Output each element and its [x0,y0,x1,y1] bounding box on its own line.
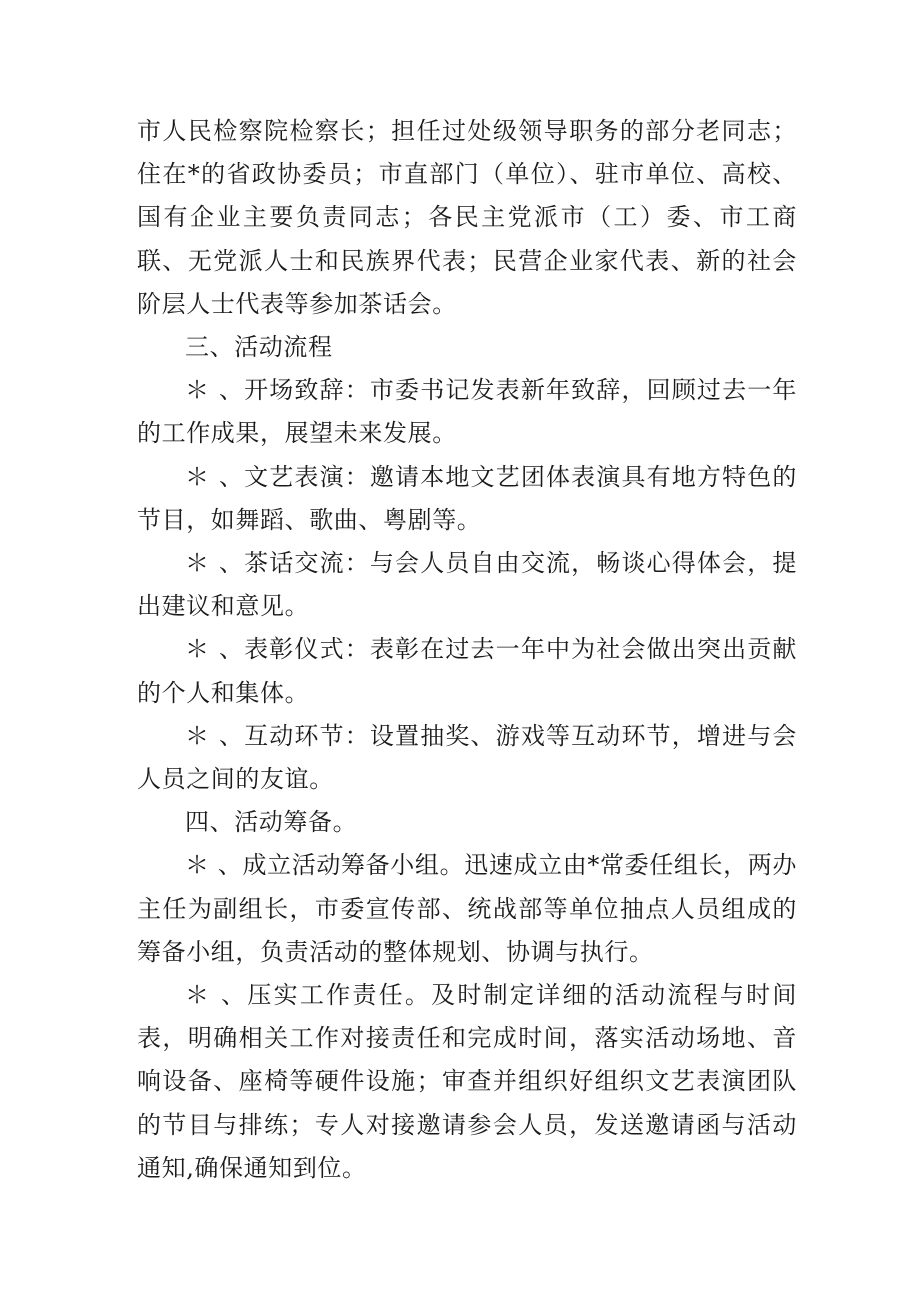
attendees-paragraph: 市人民检察院检察长；担任过处级领导职务的部分老同志；住在*的省政协委员；市直部门（单位）、驻市单位、高校、国有企业主要负责同志；各民主党派市（工）委、市工商联、无党派人士和民族界代表；民营企业家代表、新的社会阶层人士代表等参加茶话会。 [137,117,797,318]
prep-item-responsibility: ＊ 、压实工作责任。及时制定详细的活动流程与时间表，明确相关工作对接责任和完成时间，落实活动场地、音响设备、座椅等硬件设施；审查并组织好组织文艺表演团队的节目与排练；专人对接邀请参会人员，发送邀请函与活动通知,确保通知到位。 [137,981,797,1182]
flow-item-opening-speech: ＊ 、开场致辞：市委书记发表新年致辞，回顾过去一年的工作成果，展望未来发展。 [137,376,797,448]
flow-item-performance: ＊ 、文艺表演：邀请本地文艺团体表演具有地方特色的节目，如舞蹈、歌曲、粤剧等。 [137,462,797,534]
flow-item-commendation: ＊ 、表彰仪式：表彰在过去一年中为社会做出突出贡献的个人和集体。 [137,635,797,707]
flow-item-tea-exchange: ＊ 、茶话交流：与会人员自由交流，畅谈心得体会，提出建议和意见。 [137,549,797,621]
document-body [137,110,797,1190]
section-heading-preparation: 四、活动筹备。 [185,808,358,837]
prep-item-team: ＊ 、成立活动筹备小组。迅速成立由*常委任组长，两办主任为副组长，市委宣传部、统战部等单位抽点人员组成的筹备小组，负责活动的整体规划、协调与执行。 [137,851,797,966]
flow-item-interaction: ＊ 、互动环节：设置抽奖、游戏等互动环节，增进与会人员之间的友谊。 [137,721,797,794]
section-heading-activity-flow: 三、活动流程 [185,333,333,362]
